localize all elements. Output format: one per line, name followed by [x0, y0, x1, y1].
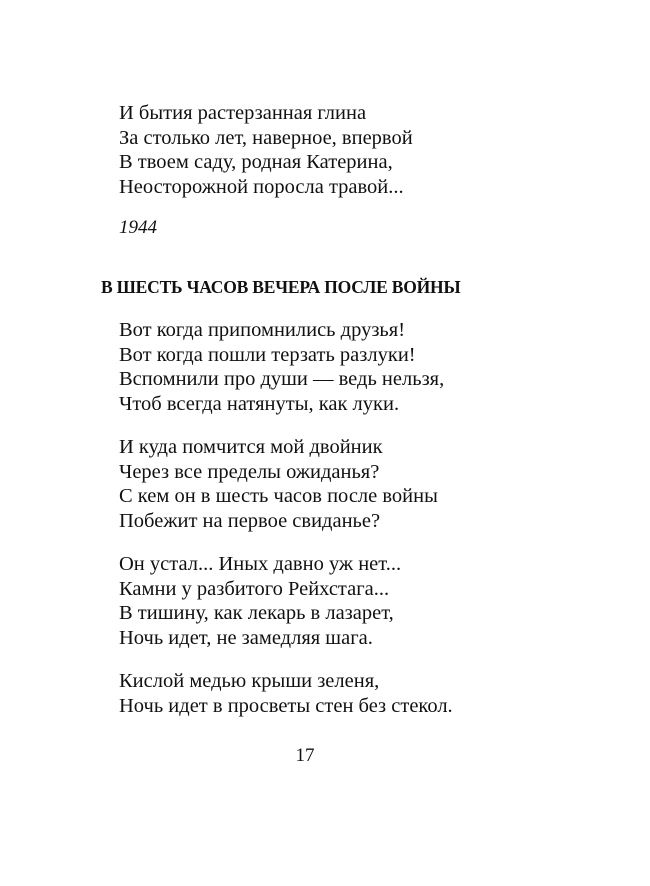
stanza [119, 552, 401, 650]
verse-line: Побежит на первое свиданье? [119, 509, 381, 532]
poem-date: 1944 [119, 217, 157, 238]
verse-line: И куда помчится мой двойник [119, 436, 383, 458]
verse-line: И бытия растерзанная глина [119, 102, 367, 124]
verse-line: Ночь идет, не замедляя шага. [119, 626, 373, 649]
verse-line: Вот когда пошли терзать разлуки! [119, 343, 416, 366]
verse-line: Ночь идет в просветы стен без стекол. [119, 694, 453, 717]
stanza [119, 101, 413, 199]
page-number: 17 [295, 745, 315, 766]
stanza [119, 318, 444, 416]
verse-line: Вспомнили про души — ведь нельзя, [119, 368, 445, 390]
verse-line: Неосторожной поросла травой... [119, 175, 404, 198]
stanza [119, 435, 438, 533]
verse-line: Вот когда припомнились друзья! [119, 319, 406, 341]
verse-line: Кислой медью крыши зеленя, [119, 670, 380, 692]
verse-line: С кем он в шесть часов после войны [119, 485, 438, 507]
verse-line: За столько лет, наверное, впервой [119, 126, 413, 149]
verse-line: Камни у разбитого Рейхстага... [119, 577, 390, 600]
poem-title: В ШЕСТЬ ЧАСОВ ВЕЧЕРА ПОСЛЕ ВОЙНЫ [101, 277, 461, 297]
verse-line: Он устал... Иных давно уж нет... [119, 553, 402, 575]
verse-line: В тишину, как лекарь в лазарет, [119, 602, 394, 624]
verse-line: Чтоб всегда натянуты, как луки. [119, 392, 400, 415]
stanza [119, 669, 453, 718]
verse-line: В твоем саду, родная Катерина, [119, 151, 393, 173]
verse-line: Через все пределы ожиданья? [119, 460, 380, 483]
